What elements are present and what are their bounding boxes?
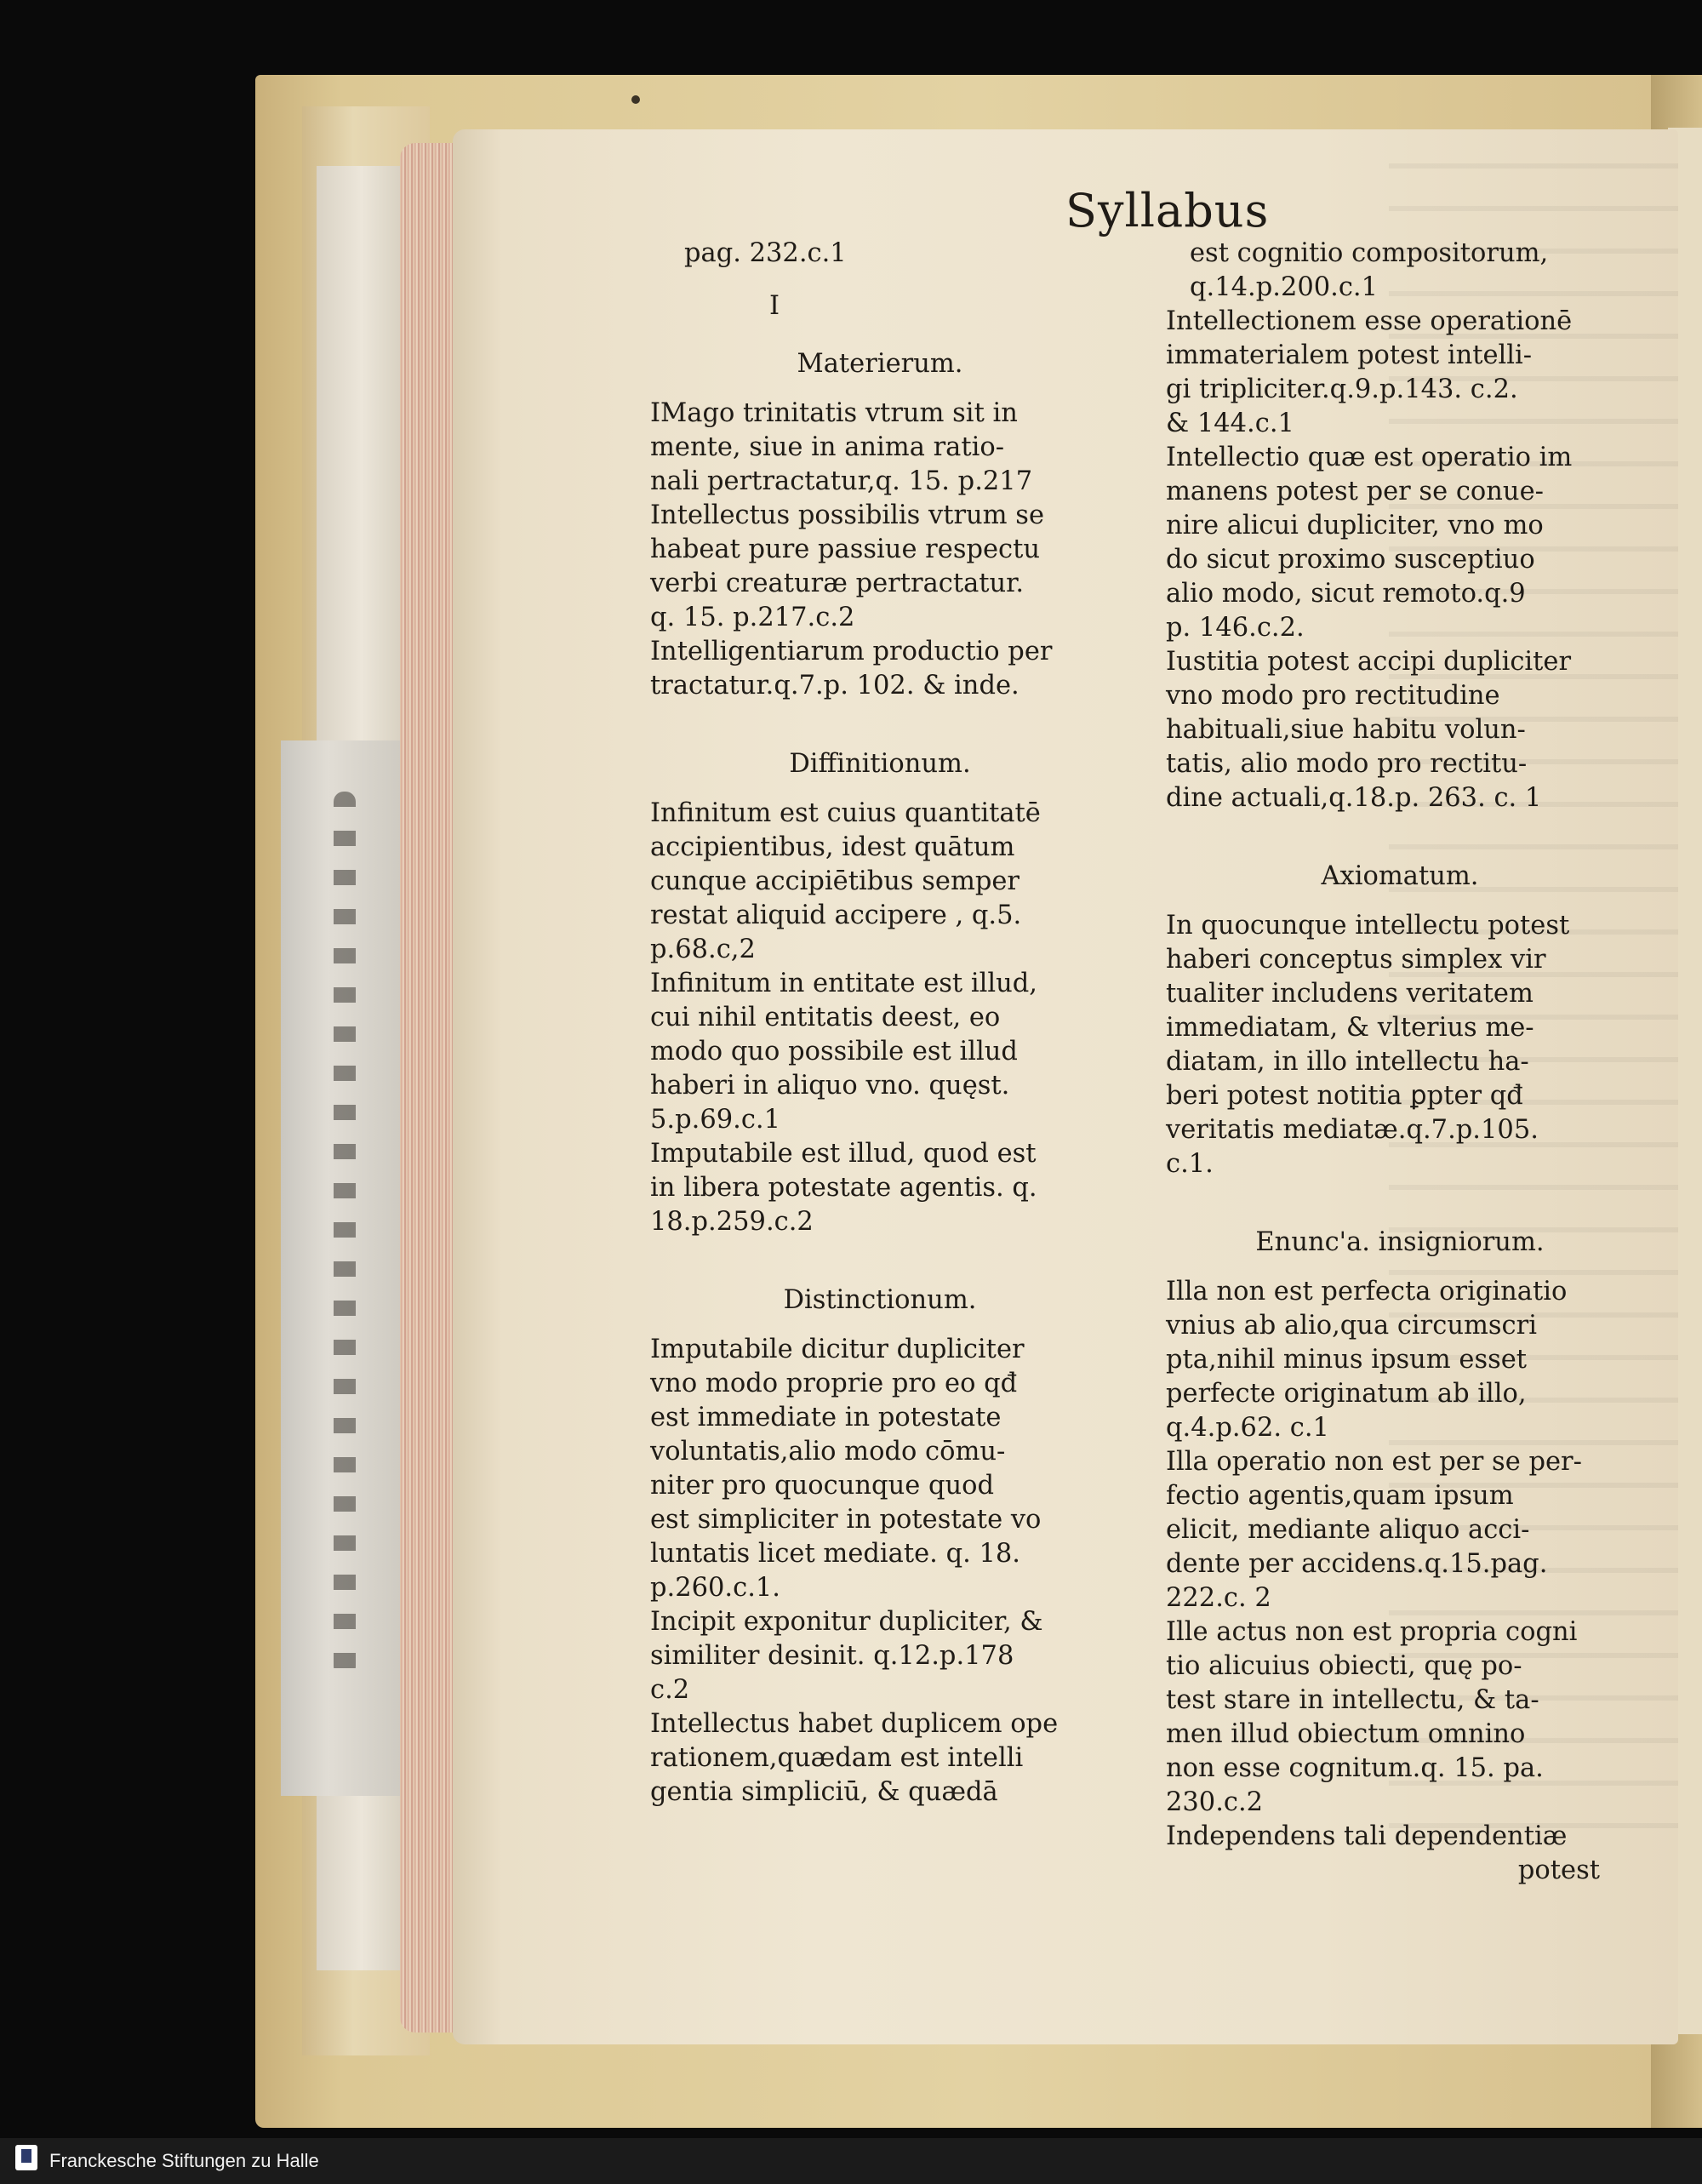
entry-imputabile-dicitur: Imputabile dicitur dupliciter vno modo proprie pro eo qđ est immediate in potestate voluntatis,alio modo cōmu- niter pro quocunque quod est simpliciter in potestate vo luntatis licet mediate. q. 18. p.260.c.1. <box>650 1335 1042 1603</box>
footer-credit: Franckesche Stiftungen zu Halle <box>49 2150 319 2171</box>
entry-incipit: Incipit exponitur dupliciter, & similiter desinit. q.12.p.178 c.2 <box>650 1607 1043 1705</box>
entry-infinitum-entitate: Infinitum in entitate est illud, cui nihil entitatis deest, eo modo quo possibile est illud haberi in aliquo vno. quęst. 5.p.69.c.1 <box>650 969 1037 1135</box>
entry-in-quocunque: In quocunque intellectu potest haberi conceptus simplex vir tualiter includens veritatem immediatam, & vlterius me- diatam, in illo intellectu ha- beri potest notitia ꝑpter qđ veritatis mediatæ.q.7.p.105. c.1. <box>1166 911 1570 1179</box>
running-head: Syllabus <box>1065 184 1270 237</box>
entry-ille-actus: Ille actus non est propria cogni tio alicuius obiecti, quę po- test stare in intellectu, & ta- men illud obiectum omnino non esse cognitum.q. 15. pa. 230.c.2 <box>1166 1617 1578 1817</box>
entry-infinitum-quantitate: Infinitum est cuius quantitatē accipientibus, idest quātum cunque accipiētibus semper restat aliquid accipere , q.5. p.68.c,2 <box>650 798 1041 964</box>
section-heading-distinctionum: Distinctionum. <box>783 1285 977 1315</box>
entry-intellectio: Intellectio quæ est operatio im manens potest per se conue- nire alicui dupliciter, vno mo do sicut proximo susceptiuo alio modo, sicut remoto.q.9 p. 146.c.2. <box>1166 443 1573 643</box>
entry-illa-non: Illa non est perfecta originatio vnius ab alio,qua circumscri pta,nihil minus ipsum esset perfecte originatum ab illo, q.4.p.62. c.1 <box>1166 1277 1568 1443</box>
entry-imago: IMago trinitatis vtrum sit in mente, siue in anima ratio- nali pertractatur,q. 15. p.217 <box>650 398 1033 496</box>
entry-intelligentiarum: Intelligentiarum productio per tractatur.q.7.p. 102. & inde. <box>650 637 1053 700</box>
institution-logo-icon <box>15 2145 37 2170</box>
section-heading-materierum: Materierum. <box>797 349 963 379</box>
binding-ornament <box>334 792 356 1677</box>
entry-intellectionem: Intellectionem esse operationē immaterialem potest intelli- gi tripliciter.q.9.p.143. c.2. & 144.c.1 <box>1166 306 1573 438</box>
cover-nail-hole <box>631 95 640 104</box>
section-heading-enunciationum: Enunc'a. insigniorum. <box>1255 1227 1545 1257</box>
left-top-ref: pag. 232.c.1 <box>684 238 847 268</box>
entry-intellectus-possibilis: Intellectus possibilis vtrum se habeat pure passiue respectu verbi creaturæ pertractatur. q. 15. p.217.c.2 <box>650 500 1044 632</box>
entry-imputabile-illud: Imputabile est illud, quod est in libera potestate agentis. q. 18.p.259.c.2 <box>650 1139 1037 1237</box>
entry-continuation: est cognitio compositorum, q.14.p.200.c.1 <box>1190 238 1549 302</box>
section-heading-diffinitionum: Diffinitionum. <box>789 749 971 779</box>
entry-iustitia: Iustitia potest accipi dupliciter vno modo pro rectitudine habituali,siue habitu volun- tatis, alio modo pro rectitu- dine actuali,q.18.p. 263. c. 1 <box>1166 647 1572 813</box>
entry-intellectus-duplicem: Intellectus habet duplicem ope rationem,quædam est intelli gentia simpliciū, & quædā <box>650 1709 1059 1807</box>
footer-bar <box>0 2138 1702 2184</box>
catchword: potest <box>1517 1855 1600 1885</box>
entry-illa-operatio: Illa operatio non est per se per- fectio agentis,quam ipsum elicit, mediante aliquo acci- dente per accidens.q.15.pag. 222.c. 2 <box>1166 1447 1582 1613</box>
entry-independens: Independens tali dependentiæ <box>1166 1821 1568 1851</box>
right-column <box>1166 237 1634 1888</box>
section-heading-axiomatum: Axiomatum. <box>1321 861 1479 891</box>
left-column <box>650 237 1110 1810</box>
book-page <box>453 129 1678 2044</box>
section-letter: I <box>769 291 780 321</box>
